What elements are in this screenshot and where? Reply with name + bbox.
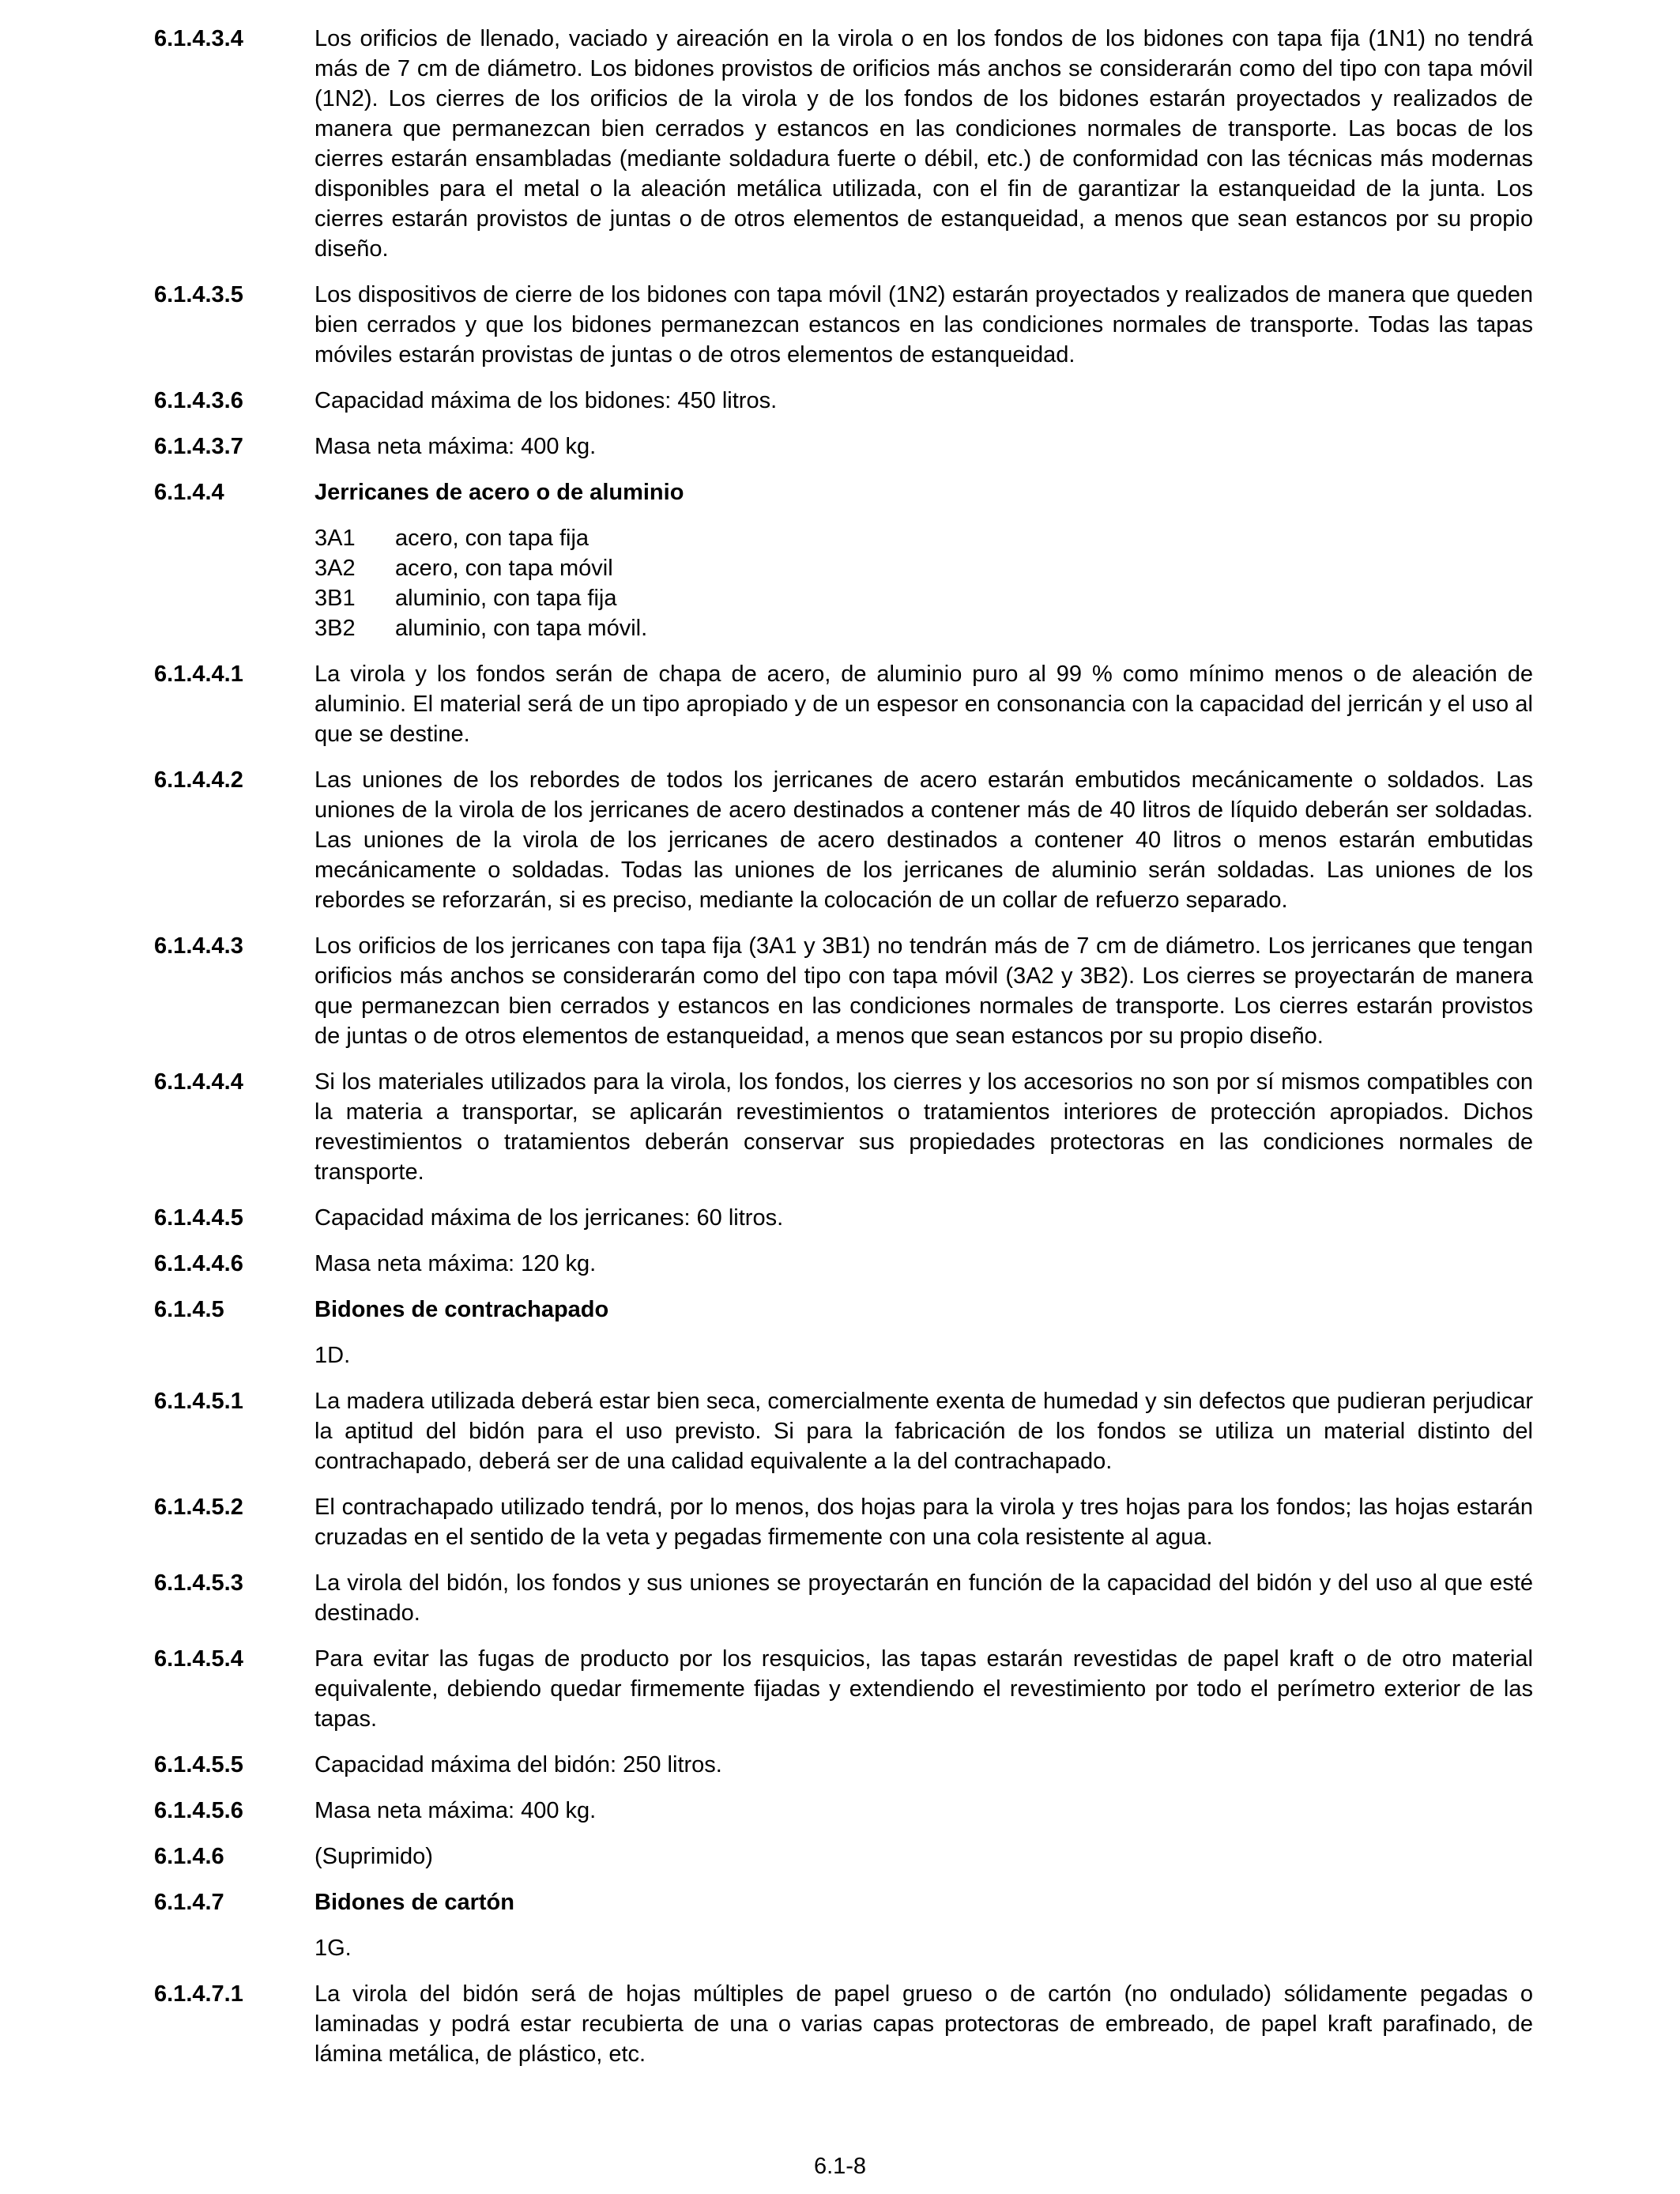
section-text: Masa neta máxima: 400 kg.: [315, 1798, 597, 1823]
section-text: Si los materiales utilizados para la virola, los fondos, los cierres y los accesorios no son por sí mismos compatibles con la materia a transportar, se aplicarán revestimientos o tratamientos interiores de protección apropiados. Dichos revestimientos o tratamientos deberán conservar sus propiedades protectoras en las condiciones normales de transporte.: [315, 1069, 1533, 1185]
section-number: 6.1.4.3.6: [154, 388, 243, 413]
code-label: 3B1: [315, 586, 356, 611]
section-6-1-4-5-6: [154, 1796, 1533, 1826]
document-body: [154, 24, 1533, 2085]
section-6-1-4-5-2: [154, 1492, 1533, 1552]
section-number: 6.1.4.7.1: [154, 1981, 243, 2007]
code-description: acero, con tapa móvil: [395, 556, 613, 581]
code-description: acero, con tapa fija: [395, 526, 590, 551]
jerrican-code-list: [154, 523, 1533, 643]
section-text: La madera utilizada deberá estar bien seca, comercialmente exenta de humedad y sin defectos que pudieran perjudicar la aptitud del bidón para el uso previsto. Si para la fabricación de los fondos se utiliza un material distinto del contrachapado, deberá ser de una calidad equivalente a la del contrachapado.: [315, 1389, 1533, 1474]
section-number: 6.1.4.3.5: [154, 282, 243, 307]
section-6-1-4-4-2: [154, 765, 1533, 915]
section-heading: Bidones de contrachapado: [315, 1297, 609, 1322]
section-text: Los orificios de los jerricanes con tapa fija (3A1 y 3B1) no tendrán más de 7 cm de diámetro. Los jerricanes que tengan orificios más anchos se considerarán como del tipo con tapa móvil (3A2 y 3B2). Los cierres se proyectarán de manera que permanezcan bien cerrados y estancos en las condiciones normales de transporte. Los cierres estarán provistos de juntas o de otros elementos de estanqueidad, a menos que sean estancos por su propio diseño.: [315, 933, 1533, 1049]
code-list-item: [315, 553, 647, 583]
code-list-item: [315, 613, 647, 643]
code-list-item: [315, 523, 647, 553]
section-number: 6.1.4.4.1: [154, 662, 243, 687]
section-6-1-4-4-4: [154, 1067, 1533, 1187]
section-6-1-4-6: [154, 1842, 1533, 1872]
section-number: 6.1.4.4.5: [154, 1205, 243, 1231]
section-6-1-4-4-3: [154, 931, 1533, 1051]
section-number: 6.1.4.3.4: [154, 26, 243, 51]
section-6-1-4-4-5: [154, 1203, 1533, 1233]
section-number: 6.1.4.5.3: [154, 1570, 243, 1596]
code-label: 1D.: [315, 1343, 351, 1368]
code-label: 1G.: [315, 1936, 352, 1961]
section-6-1-4-3-4: [154, 24, 1533, 264]
section-6-1-4-4-heading: [154, 477, 1533, 507]
section-text: Capacidad máxima del bidón: 250 litros.: [315, 1752, 722, 1777]
section-number: 6.1.4.4.2: [154, 767, 243, 793]
section-text: La virola del bidón será de hojas múltiples de papel grueso o de cartón (no ondulado) sólidamente pegadas o laminadas y podrá estar recubierta de una o varias capas protectoras de embreado, de papel kraft parafinado, de lámina metálica, de plástico, etc.: [315, 1981, 1533, 2067]
section-text: Los dispositivos de cierre de los bidones con tapa móvil (1N2) estarán proyectados y realizados de manera que queden bien cerrados y que los bidones permanezcan estancos en las condiciones normales de transporte. Todas las tapas móviles estarán provistas de juntas o de otros elementos de estanqueidad.: [315, 282, 1533, 368]
section-number: 6.1.4.5.5: [154, 1752, 243, 1777]
section-6-1-4-7-1: [154, 1979, 1533, 2069]
section-number: 6.1.4.5.6: [154, 1798, 243, 1823]
fibre-code: [154, 1933, 1533, 1963]
section-text: Masa neta máxima: 400 kg.: [315, 434, 597, 459]
code-description: aluminio, con tapa móvil.: [395, 616, 648, 641]
section-6-1-4-3-5: [154, 280, 1533, 370]
section-text: La virola del bidón, los fondos y sus uniones se proyectarán en función de la capacidad del bidón y del uso al que esté destinado.: [315, 1570, 1533, 1626]
section-text: La virola y los fondos serán de chapa de acero, de aluminio puro al 99 % como mínimo menos o de aleación de aluminio. El material será de un tipo apropiado y de un espesor en consonancia con la capacidad del jerricán y el uso al que se destine.: [315, 662, 1533, 747]
code-list-item: [315, 583, 647, 613]
section-6-1-4-4-6: [154, 1249, 1533, 1279]
section-number: 6.1.4.4.3: [154, 933, 243, 959]
section-text: El contrachapado utilizado tendrá, por lo menos, dos hojas para la virola y tres hojas para los fondos; las hojas estarán cruzadas en el sentido de la veta y pegadas firmemente con una cola resistente al agua.: [315, 1495, 1533, 1550]
section-6-1-4-3-7: [154, 432, 1533, 462]
section-number: 6.1.4.4.4: [154, 1069, 243, 1095]
section-number: 6.1.4.7: [154, 1890, 224, 1915]
section-number: 6.1.4.6: [154, 1844, 224, 1869]
section-number: 6.1.4.5.2: [154, 1495, 243, 1520]
code-description: aluminio, con tapa fija: [395, 586, 617, 611]
plywood-code: [154, 1340, 1533, 1370]
section-number: 6.1.4.5.4: [154, 1646, 243, 1672]
section-number: 6.1.4.4.6: [154, 1251, 243, 1276]
page-number: 6.1-8: [813, 2154, 867, 2179]
code-label: 3A2: [315, 556, 356, 581]
code-label: 3A1: [315, 526, 356, 551]
code-label: 3B2: [315, 616, 356, 641]
section-6-1-4-4-1: [154, 659, 1533, 749]
section-6-1-4-7-heading: [154, 1887, 1533, 1917]
section-number: 6.1.4.3.7: [154, 434, 243, 459]
section-number: 6.1.4.4: [154, 480, 224, 505]
section-6-1-4-5-5: [154, 1750, 1533, 1780]
section-text: Capacidad máxima de los bidones: 450 litros.: [315, 388, 778, 413]
section-number: 6.1.4.5: [154, 1297, 224, 1322]
section-text: Masa neta máxima: 120 kg.: [315, 1251, 597, 1276]
section-heading: Jerricanes de acero o de aluminio: [315, 480, 684, 505]
section-text: Los orificios de llenado, vaciado y aireación en la virola o en los fondos de los bidones con tapa fija (1N1) no tendrá más de 7 cm de diámetro. Los bidones provistos de orificios más anchos se considerarán como del tipo con tapa móvil (1N2). Los cierres de los orificios de la virola y de los fondos de los bidones estarán proyectados y realizados de manera que permanezcan bien cerrados y estancos en las condiciones normales de transporte. Las bocas de los cierres estarán ensambladas (mediante soldadura fuerte o débil, etc.) de conformidad con las técnicas más modernas disponibles para el metal o la aleación metálica utilizada, con el fin de garantizar la estanqueidad de la junta. Los cierres estarán provistos de juntas o de otros elementos de estanqueidad, a menos que sean estancos por su propio diseño.: [315, 26, 1533, 262]
section-6-1-4-3-6: [154, 386, 1533, 416]
section-number: 6.1.4.5.1: [154, 1389, 243, 1414]
section-text: Para evitar las fugas de producto por los resquicios, las tapas estarán revestidas de papel kraft o de otro material equivalente, debiendo quedar firmemente fijadas y extendiendo el revestimiento por todo el perímetro exterior de las tapas.: [315, 1646, 1533, 1732]
section-6-1-4-5-4: [154, 1644, 1533, 1734]
section-6-1-4-5-3: [154, 1568, 1533, 1628]
section-text: Las uniones de los rebordes de todos los jerricanes de acero estarán embutidos mecánicamente o soldados. Las uniones de la virola de los jerricanes de acero destinados a contener más de 40 litros de líquido deberán ser soldadas. Las uniones de la virola de los jerricanes de acero destinados a contener 40 litros o menos estarán embutidas mecánicamente o soldadas. Todas las uniones de los jerricanes de aluminio serán soldadas. Las uniones de los rebordes se reforzarán, si es preciso, mediante la colocación de un collar de refuerzo separado.: [315, 767, 1533, 913]
section-6-1-4-5-1: [154, 1386, 1533, 1476]
section-6-1-4-5-heading: [154, 1295, 1533, 1325]
section-heading: Bidones de cartón: [315, 1890, 514, 1915]
section-text: (Suprimido): [315, 1844, 433, 1869]
section-text: Capacidad máxima de los jerricanes: 60 litros.: [315, 1205, 784, 1231]
